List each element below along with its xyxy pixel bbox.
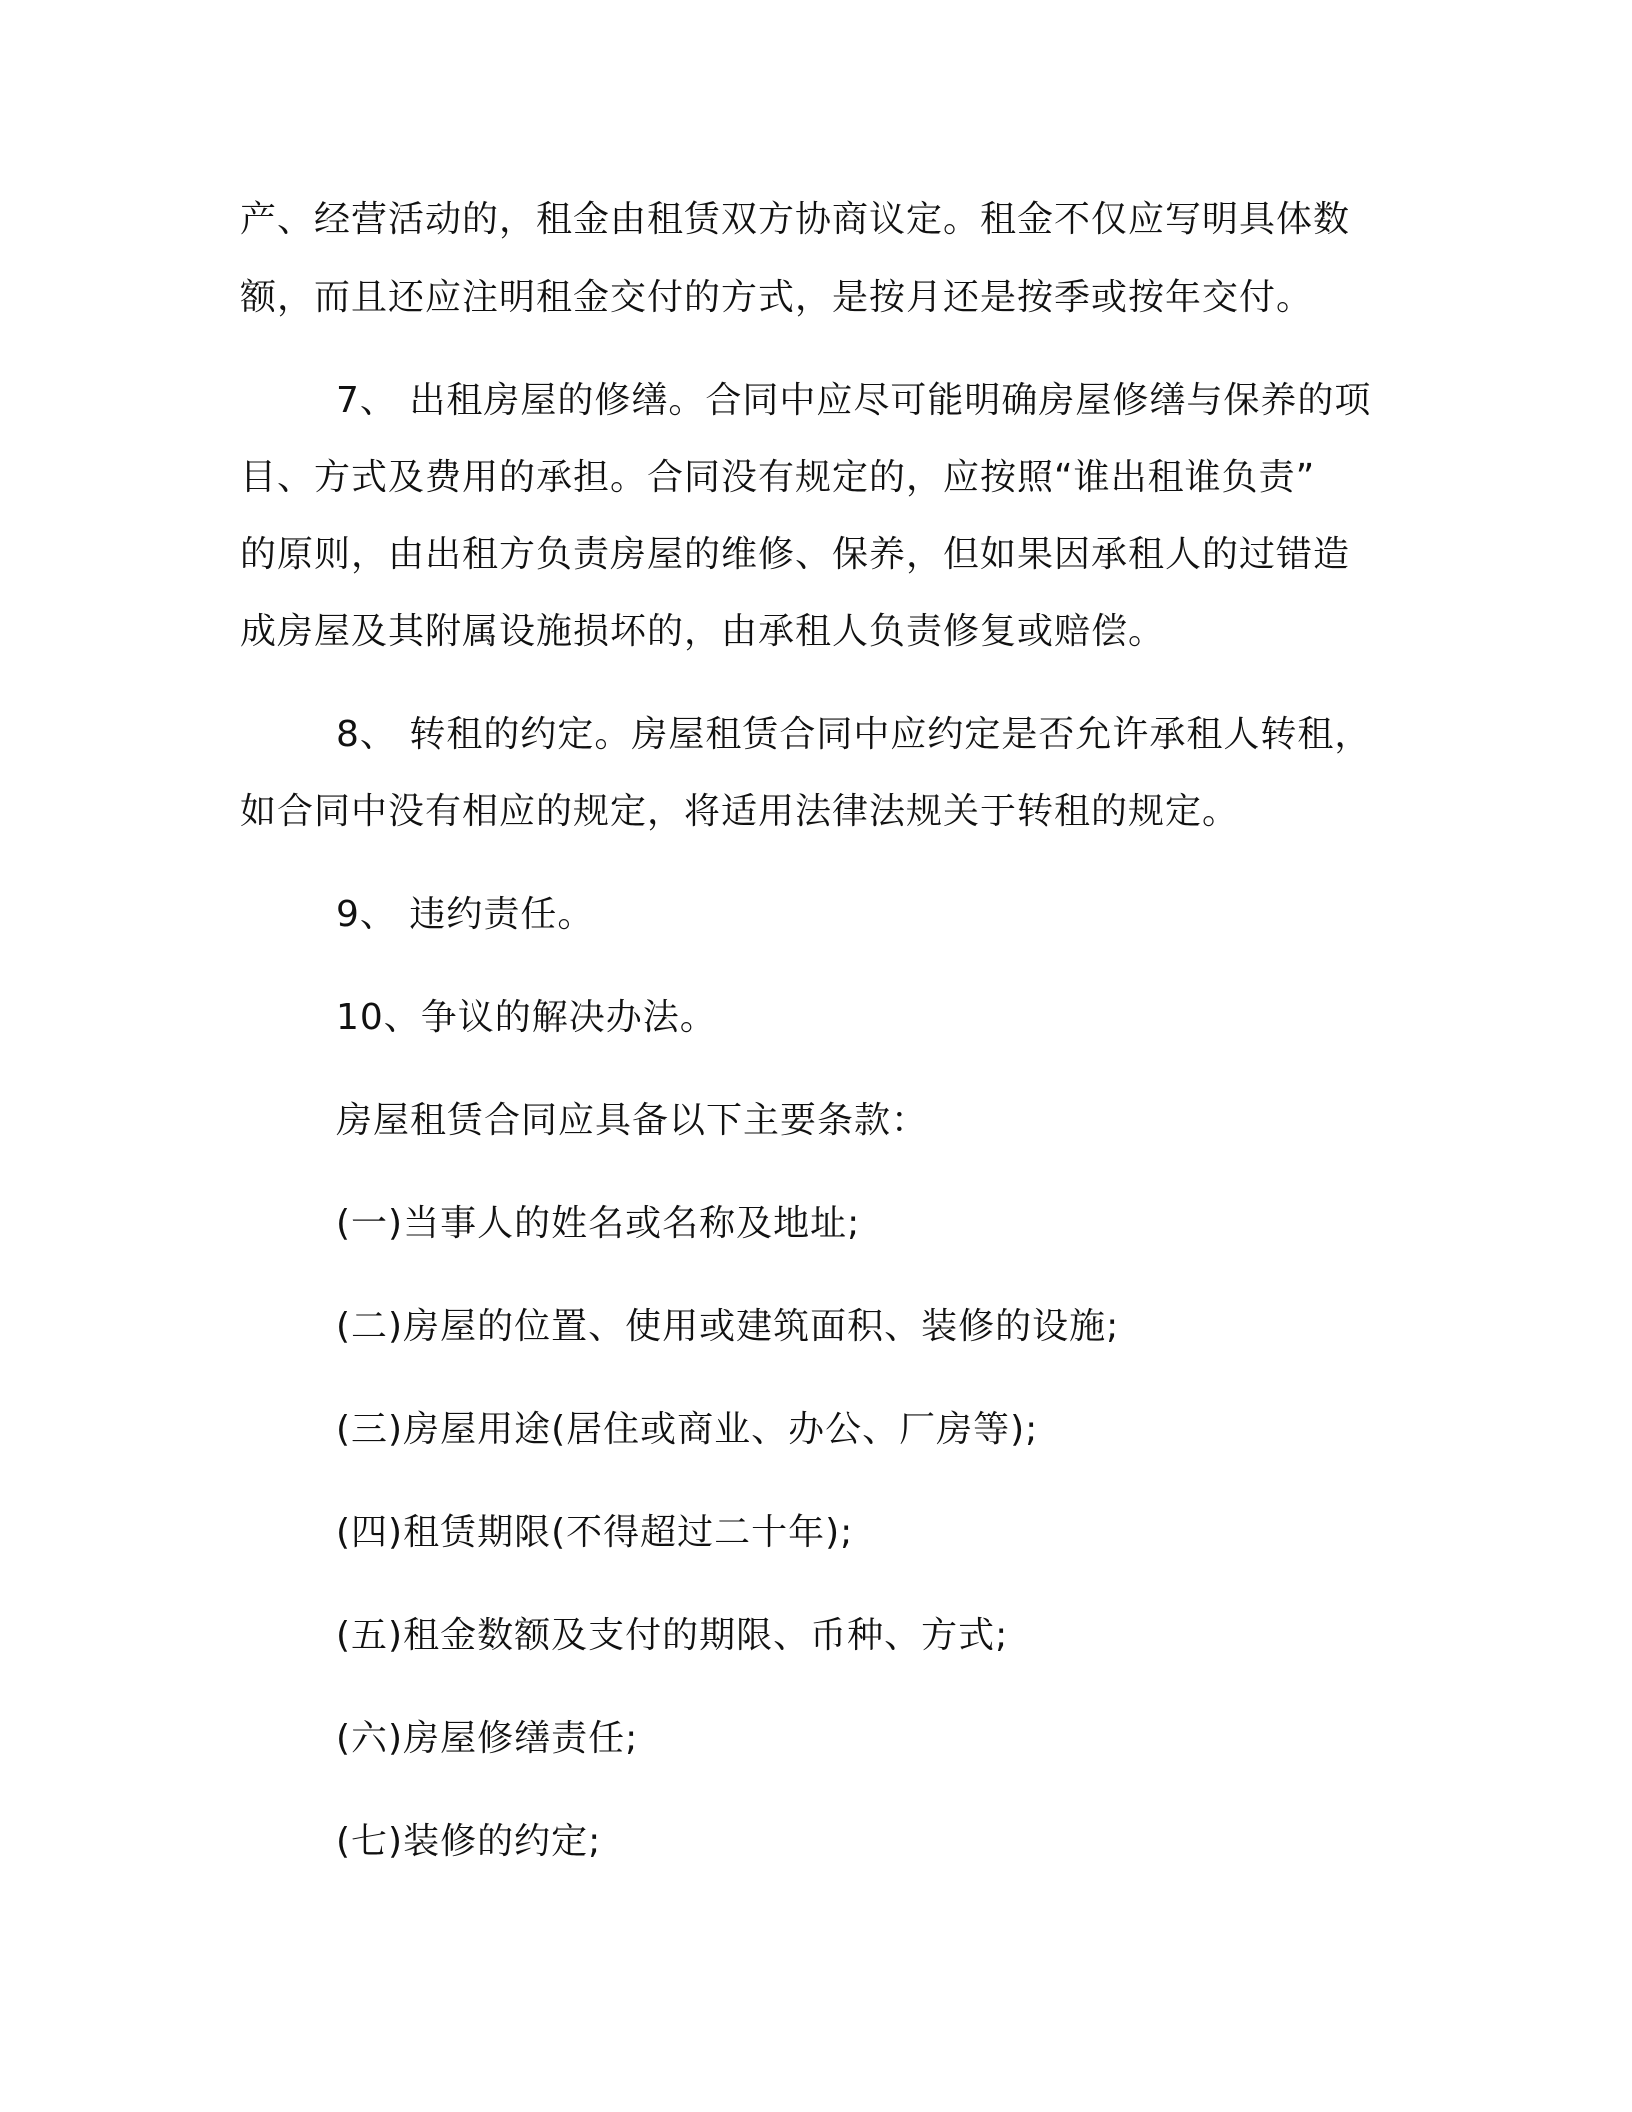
text-line-16: (五)租金数额及支付的期限、币种、方式; [336, 1615, 1009, 1656]
text-line-7: 8、 转租的约定。房屋租赁合同中应约定是否允许承租人转租， [336, 714, 1372, 755]
text-line-3: 7、 出租房屋的修缮。合同中应尽可能明确房屋修缮与保养的项 [336, 380, 1372, 421]
text-line-9: 9、 违约责任。 [336, 894, 595, 935]
text-line-5: 的原则，由出租方负责房屋的维修、保养，但如果因承租人的过错造 [240, 534, 1351, 575]
text-line-17: (六)房屋修缮责任; [336, 1718, 639, 1759]
text-line-4: 目、方式及费用的承担。合同没有规定的，应按照“谁出租谁负责” [240, 457, 1316, 498]
text-line-14: (三)房屋用途(居住或商业、办公、厂房等); [336, 1409, 1039, 1450]
text-line-1: 产、经营活动的，租金由租赁双方协商议定。租金不仅应写明具体数 [240, 199, 1351, 240]
text-line-13: (二)房屋的位置、使用或建筑面积、装修的设施; [336, 1306, 1120, 1347]
text-line-11: 房屋租赁合同应具备以下主要条款： [336, 1100, 929, 1141]
text-line-10: 10、争议的解决办法。 [336, 997, 717, 1038]
text-line-18: (七)装修的约定; [336, 1821, 602, 1862]
text-line-6: 成房屋及其附属设施损坏的，由承租人负责修复或赔偿。 [240, 611, 1166, 652]
text-line-8: 如合同中没有相应的规定，将适用法律法规关于转租的规定。 [240, 791, 1240, 832]
text-line-15: (四)租赁期限(不得超过二十年); [336, 1512, 854, 1553]
text-line-2: 额，而且还应注明租金交付的方式，是按月还是按季或按年交付。 [240, 277, 1314, 318]
text-line-12: (一)当事人的姓名或名称及地址; [336, 1203, 861, 1244]
